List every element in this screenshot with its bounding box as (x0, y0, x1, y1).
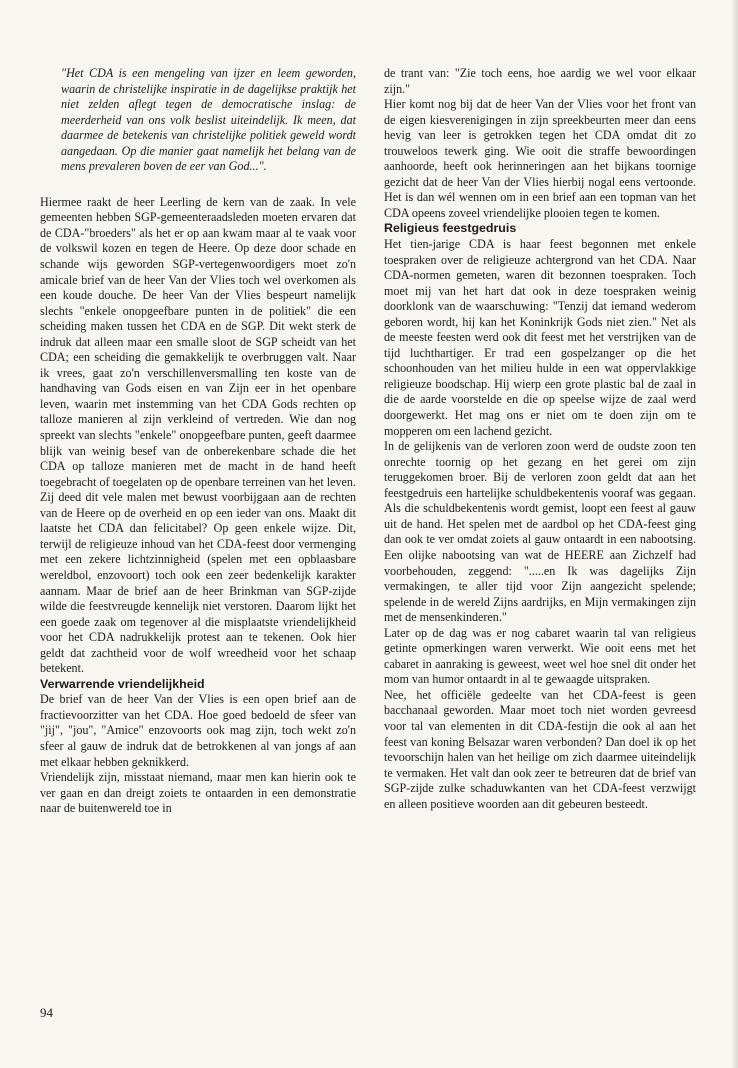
body-paragraph: In de gelijkenis van de verloren zoon werd de oudste zoon ten onrechte toornig op het gezang en het gerei om zijn teruggekomen broer. Bij de verloren zoon geldt dat aan het feestgedruis een hartelijke schuldbekentenis vooraf was gegaan. Als die schuldbekentenis wordt gemist, loopt een feest al gauw uit de hand. Het spelen met de aardbol op het CDA-feest ging dan ook te ver omdat zoiets al gauw ontaardt in een nabootsing. Een olijke nabootsing van wat de HEERE aan Zichzelf had voorbehouden, zeggend: ".....en Ik was dagelijks Zijn vermakingen, te aller tijd voor Zijn aangezicht spelende; spelende in de wereld Zijns aardrijks, en Mijn vermakingen zijn met de mensenkinderen." (384, 439, 696, 625)
left-column (40, 66, 356, 817)
section-heading: Religieus feestgedruis (384, 221, 517, 236)
section-heading: Verwarrende vriendelijkheid (40, 676, 205, 691)
body-paragraph: Hier komt nog bij dat de heer Van der Vlies voor het front van de eigen kiesverenigingen in zijn spreekbeurten meer dan eens hevig van leer is getrokken tegen het CDA omdat dit zo trouweloos tewerk ging. Wie ooit die straffe bewoordingen aanhoorde, heeft ook herinneringen aan het bijkans toornige gezicht dat de heer Van der Vlies hierbij nogal eens vertoonde. Het is dan wél wennen om in een brief aan een topman van het CDA opeens zoveel vriendelijke plooien tegen te komen. (384, 97, 696, 220)
body-paragraph: Hiermee raakt de heer Leerling de kern van de zaak. In vele gemeenten hebben SGP-gemeenteraadsleden moeten ervaren dat de CDA-"broeders" als het er op aan kwam maar al te vaak voor de volkswil kozen en tegen de Heere. Op deze door schade en schande wijs geworden SGP-vertegenwoordigers moet zo'n amicale brief van de heer Van der Vlies toch wel overkomen als een koude douche. De heer Van der Vlies bespeurt namelijk slechts "enkele onopgeefbare punten in de politiek" die een scheiding maken tussen het CDA en de SGP. Dit wekt sterk de indruk dat alleen maar een smalle sloot de SGP scheidt van het CDA; een scheiding die gemakkelijk te overbruggen valt. Naar ik vrees, gaat zo'n verschillenversmalling ten koste van de handhaving van Gods eisen en van Zijn eer in het openbare leven, waarin met instemming van het CDA Gods rechten op talloze manieren al zijn verkleind of vertreden. Wie dan nog spreekt van slechts "enkele" onopgeefbare punten, geeft daarmee blijk van weinig besef van de onberekenbare schade die het CDA op talloze manieren met de macht in de hand heeft toegebracht of toegelaten op de openbare terreinen van het leven. Zij deed dit vele malen met bewust voorbijgaan aan de rechten van de Heere op de overheid en op een ieder van ons. Maakt dit laatste het CDA dan felicitabel? Op geen enkele wijze. Dit, terwijl de religieuze inhoud van het CDA-feest door vermenging met een zekere lichtzinnigheid (spelen met een opblaasbare wereldbol, enzovoort) toch ook een zeer bedenkelijk karakter aannam. Maar de brief aan de heer Brinkman van SGP-zijde wilde die feestvreugde kennelijk niet verstoren. Daarom lijkt het een goede zaak om tegenover al die misplaatste vriendelijkheid voor het CDA nadrukkelijk protest aan te tekenen. Ook hier geldt dat zachtheid voor de wolf wreedheid voor het schaap betekent. (40, 194, 356, 676)
body-paragraph: Het tien-jarige CDA is haar feest begonnen met enkele toespraken over de religieuze achtergrond van het CDA. Naar CDA-normen gemeten, waren dit bezonnen toespraken. Toch moet mij van het hart dat ook in deze toespraken weinig doorklonk van de waarschuwing: "Tenzij dat iemand wederom geboren wordt, hij kan het Koninkrijk Gods niet zien." Net als de meeste feesten werd ook dit feest met het verstrijken van de tijd luchthartiger. Er trad een gospelzanger op die het schoonhouden van het milieu hulde in een wat oppervlakkige religieuze boodschap. Hij wierp een grote plastic bal de zaal in die de aarde voorstelde en die op speelse wijze de zaal werd doorgewerkt. Het mag ons er niet om te doen zijn om te mopperen om een lachend gezicht. (384, 237, 696, 438)
body-paragraph: Nee, het officiële gedeelte van het CDA-feest is geen bacchanaal geworden. Maar moet toch niet worden gevreesd voor tal van elementen in dit CDA-festijn die ook al aan het feest van koning Belsazar waren verbonden? Dan doel ik op het tevoorschijn halen van het heilige om zich daarmee uiteindelijk te vermaken. Het valt dan ook zeer te betreuren dat de brief van SGP-zijde zulke schaduwkanten van het CDA-feest verzwijgt en alleen positieve woorden aan dit gebeuren besteedt. (384, 687, 696, 811)
page-number: 94 (40, 1005, 53, 1020)
page-edge-shadow (732, 0, 738, 1068)
body-paragraph: Vriendelijk zijn, misstaat niemand, maar men kan hierin ook te ver gaan en dan dreigt zoiets te ontaarden in een demonstratie naar de buitenwereld toe in (40, 770, 356, 816)
quote-block: "Het CDA is een mengeling van ijzer en leem geworden, waarin de christelijke inspiratie in de dagelijkse praktijk het niet zelden aflegt tegen de democratische inslag: de meerderheid van ons volk beslist uiteindelijk. Ik meen, dat daarmee de betekenis van christelijke politiek geweld wordt aangedaan. Op die manier gaat namelijk het belang van de mens prevaleren boven de eer van God...". (61, 66, 356, 174)
body-paragraph: Later op de dag was er nog cabaret waarin tal van religieus getinte opmerkingen waren verwerkt. Wie ooit eens met het cabaret in aanraking is geweest, weet wel hoe snel dit onder het mom van humor ontaardt in al te gewaagde uitspraken. (384, 625, 696, 687)
body-paragraph: de trant van: "Zie toch eens, hoe aardig we wel voor elkaar zijn." (384, 66, 696, 96)
right-column (384, 66, 696, 812)
body-paragraph: De brief van de heer Van der Vlies is een open brief aan de fractievoorzitter van het CDA. Hoe goed bedoeld de sfeer van "jij", "jou", "Amice" enzovoorts ook mag zijn, toch wekt zo'n sfeer al gauw de indruk dat de betrokkenen al van jongs af aan met elkaar hebben geknikkerd. (40, 692, 356, 769)
